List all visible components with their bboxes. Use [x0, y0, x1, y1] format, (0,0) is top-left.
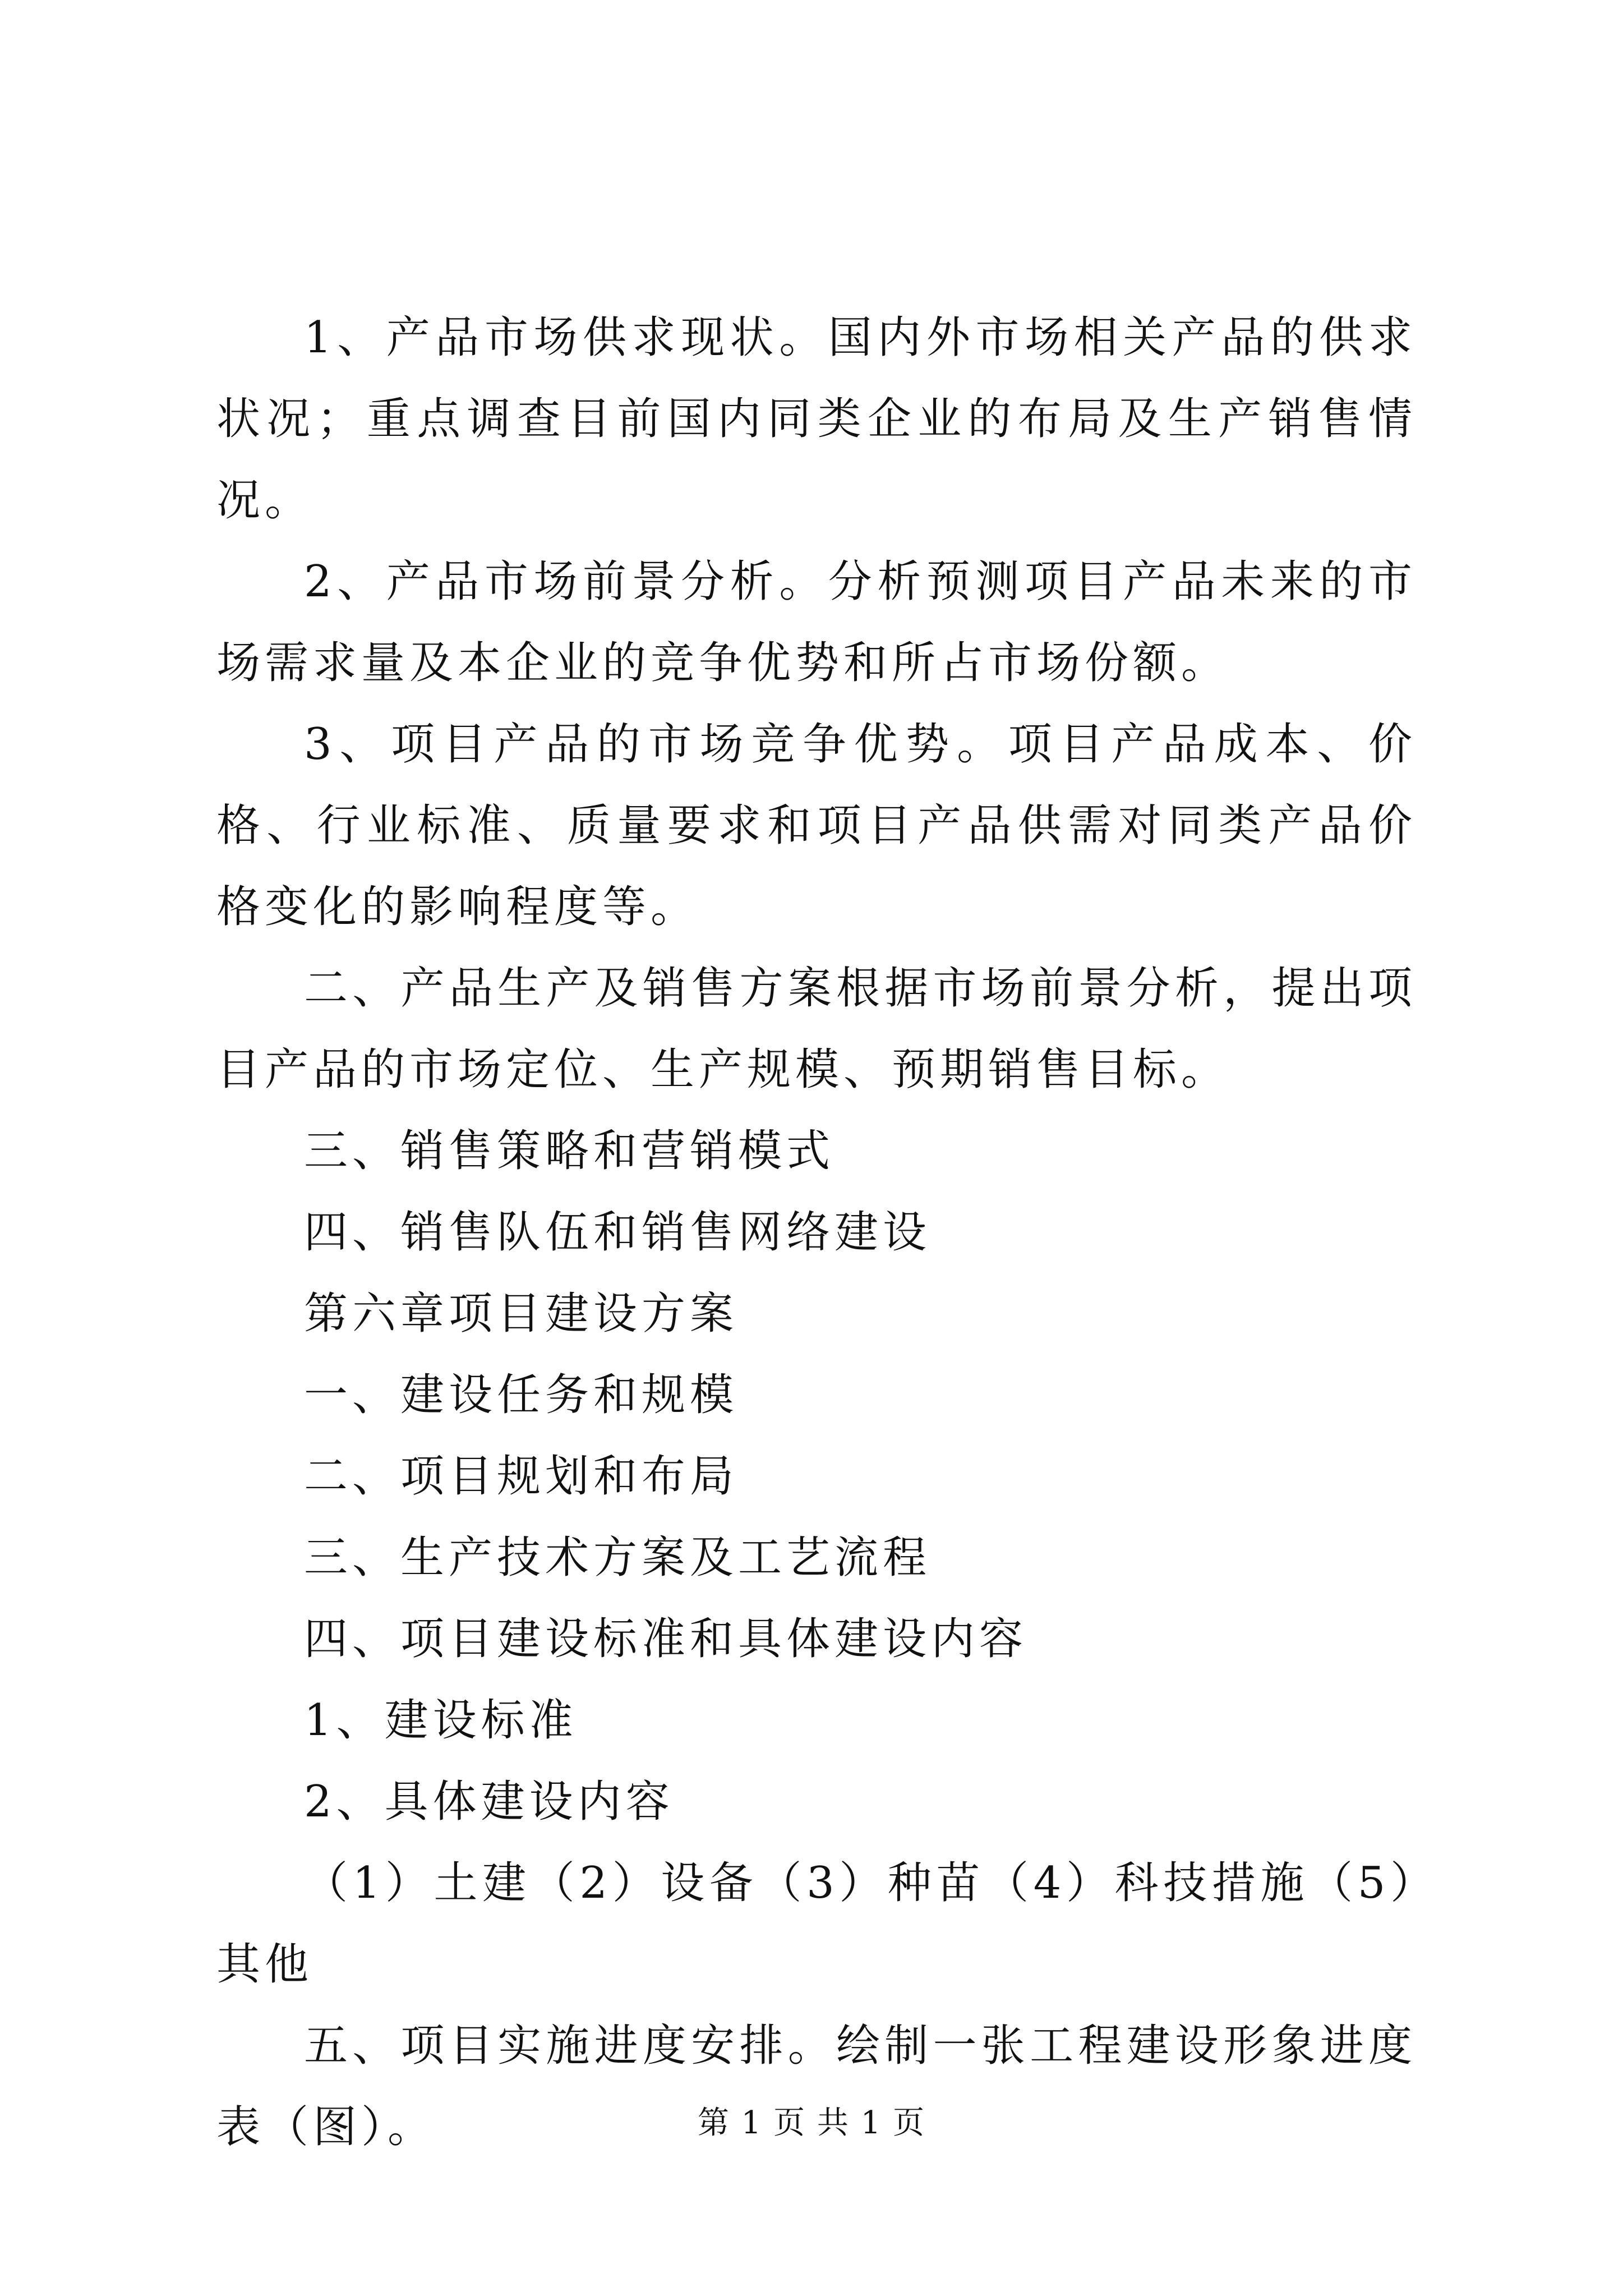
- paragraph-technology-process: 三、生产技术方案及工艺流程: [304, 1533, 932, 1583]
- paragraph-market-outlook: 2、产品市场前景分析。分析预测项目产品未来的市场需求量及本企业的竞争优势和所占市场份额。: [216, 556, 1417, 688]
- paragraph-schedule: 五、项目实施进度安排。绘制一张工程建设形象进度表（图）。: [216, 2021, 1417, 2152]
- paragraph-competitive-advantage: 3、项目产品的市场竞争优势。项目产品成本、价格、行业标准、质量要求和项目产品供需对同类产品价格变化的影响程度等。: [216, 719, 1417, 932]
- paragraph-production-sales-plan: 二、产品生产及销售方案根据市场前景分析，提出项目产品的市场定位、生产规模、预期销售目标。: [216, 963, 1417, 1095]
- paragraph-standards-content: 四、项目建设标准和具体建设内容: [304, 1614, 1028, 1664]
- paragraph-sales-network: 四、销售队伍和销售网络建设: [304, 1207, 932, 1258]
- page-footer: 第 1 页 共 1 页: [697, 2105, 926, 2141]
- paragraph-market-supply-demand: 1、产品市场供求现状。国内外市场相关产品的供求状况；重点调查目前国内同类企业的布局及生产销售情况。: [216, 312, 1417, 526]
- paragraph-planning-layout: 二、项目规划和布局: [304, 1451, 739, 1502]
- chapter-heading-construction-plan: 第六章项目建设方案: [304, 1289, 739, 1339]
- paragraph-construction-standard: 1、建设标准: [304, 1695, 578, 1746]
- paragraph-sales-strategy: 三、销售策略和营销模式: [304, 1126, 835, 1176]
- paragraph-content-items: （1）土建（2）设备（3）种苗（4）科技措施（5）其他: [216, 1858, 1417, 1990]
- paragraph-tasks-scale: 一、建设任务和规模: [304, 1370, 739, 1420]
- document-body: [216, 297, 1417, 2168]
- paragraph-construction-content: 2、具体建设内容: [304, 1777, 674, 1827]
